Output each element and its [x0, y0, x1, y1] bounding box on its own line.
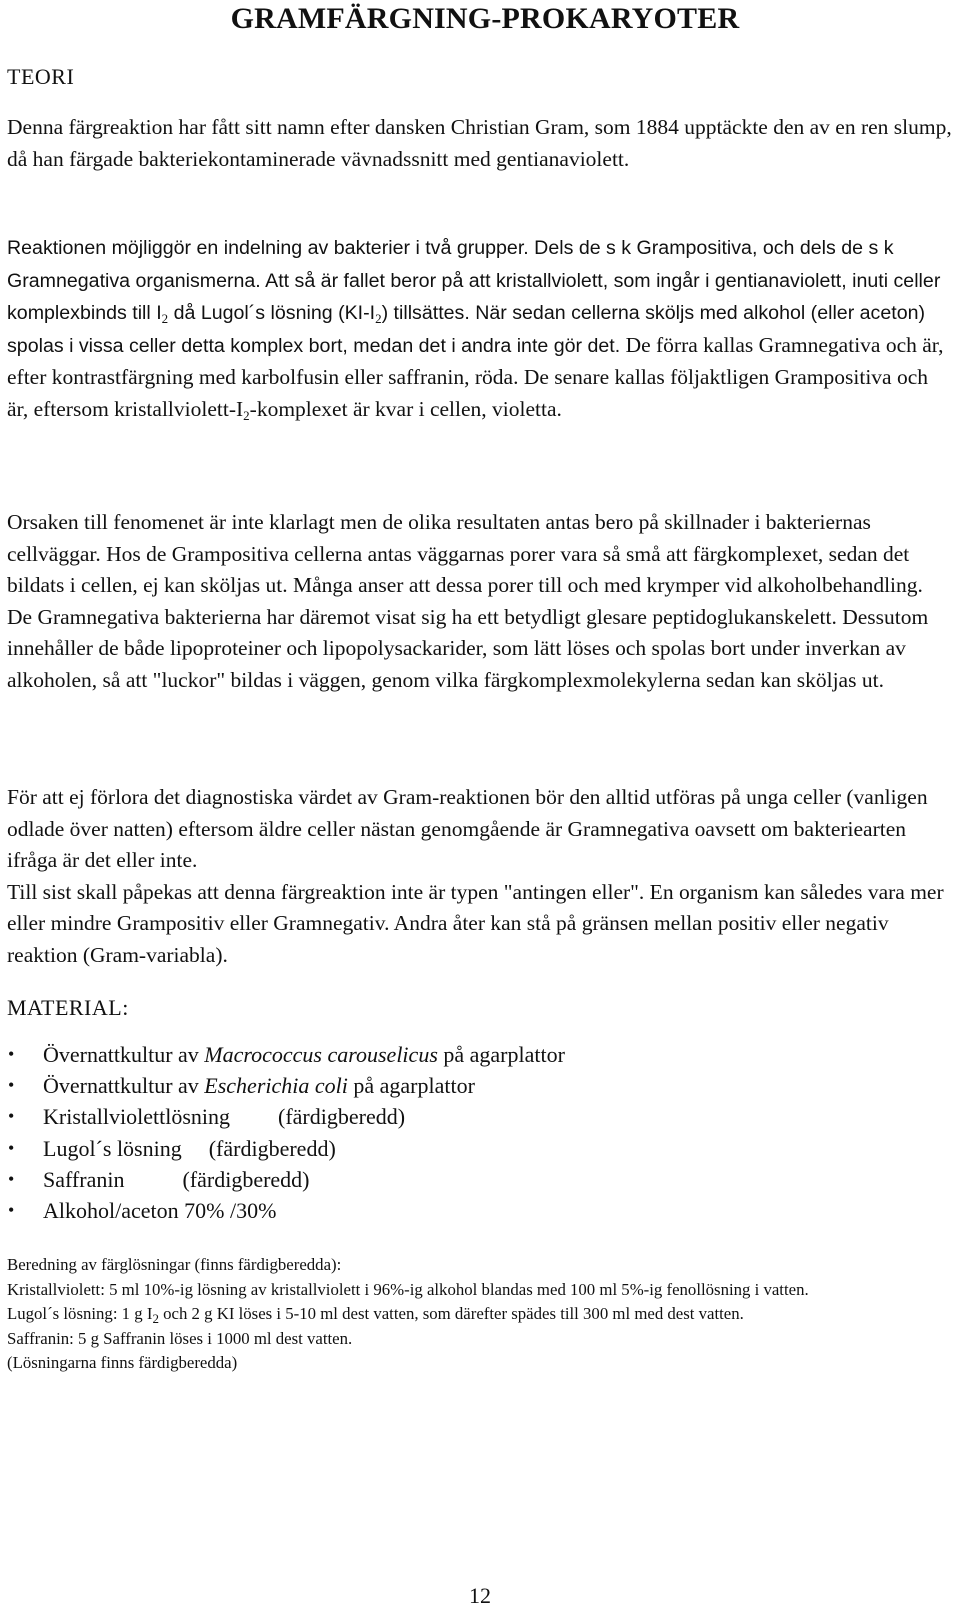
material-item-text: Kristallviolettlösning	[43, 1104, 230, 1130]
reaction-sentence-5: De förra kallas Gramnegativa och är, efter kontrastfärgning med karbolfusin eller saffranin, röda.	[7, 332, 944, 389]
reaction-sentence-3a: Att så är fallet beror på att kristallviolett, som ingår i gentianaviolett, inuti celler komplexbinds till I	[7, 269, 941, 324]
reaction-sentence-6a: De senare kallas följaktligen Grampositiva och är, eftersom kristallviolett-I	[7, 365, 929, 421]
bullet-icon: •	[8, 1075, 15, 1096]
reaction-sentence-3b: då Lugol´s lösning (KI-I	[168, 302, 376, 324]
material-heading: MATERIAL:	[7, 995, 129, 1020]
cause-paragraph	[7, 507, 952, 696]
material-item	[0, 1133, 565, 1164]
subscript: 2	[375, 311, 382, 326]
material-item	[0, 1195, 565, 1226]
organism-name: Macrococcus carouselicus	[204, 1042, 438, 1067]
material-item	[0, 1101, 565, 1132]
material-item	[0, 1164, 565, 1195]
subscript: 2	[152, 1311, 159, 1327]
subscript: 2	[243, 407, 250, 423]
bullet-icon: •	[8, 1200, 15, 1221]
bullet-icon: •	[8, 1137, 15, 1158]
reaction-sentence-1: Reaktionen möjliggör en indelning av bakterier i två grupper.	[7, 237, 529, 259]
section-heading-teori: TEORI	[7, 64, 75, 89]
preparation-section	[7, 1253, 952, 1376]
material-item-text: Saffranin	[43, 1166, 125, 1192]
material-item-text: på agarplattor	[347, 1073, 475, 1099]
page-number: 12	[469, 1583, 491, 1608]
material-item-text: Övernattkultur av	[43, 1073, 205, 1099]
preparation-heading: Beredning av färglösningar (finns färdigberedda):	[7, 1255, 342, 1274]
diagnostic-paragraph	[7, 782, 952, 971]
preparation-saffranin: Saffranin: 5 g Saffranin löses i 1000 ml dest vatten.	[7, 1328, 353, 1348]
preparation-note: (Lösningarna finns färdigberedda)	[7, 1353, 238, 1373]
material-item	[0, 1039, 565, 1070]
reaction-paragraph	[7, 232, 952, 425]
material-item-note: (färdigberedd)	[182, 1166, 310, 1192]
material-item-text: Alkohol/aceton 70% /30%	[43, 1198, 277, 1224]
material-item-note: (färdigberedd)	[208, 1135, 336, 1161]
intro-paragraph	[7, 112, 952, 175]
organism-name: Escherichia coli	[204, 1073, 348, 1099]
bullet-icon: •	[8, 1168, 15, 1189]
cause-text: Orsaken till fenomenet är inte klarlagt men de olika resultaten antas bero på skillnader i bakteriernas cellväggar. Hos de Grampositiva cellerna antas väggarnas porer vara så små att färgkomplexet, sedan det bildats i cellen, ej kan sköljas ut. Många anser att dessa porer till och med krymper vid alkoholbehandling. De Gramnegativa bakterierna har däremot visat sig ha ett betydligt glesare peptidoglukanskelett. Dessutom innehåller de både lipoproteiner och lipopolysackarider, som lätt löses och spolas bort under inverkan av alkoholen, så att "luckor" bildas i väggen, genom vilka färgkomplexmolekylerna sedan kan sköljas ut.	[7, 510, 929, 692]
intro-text: Denna färgreaktion har fått sitt namn efter dansken Christian Gram, som 1884 upptäckte den av en ren slump, då han färgade bakteriekontaminerade vävnadssnitt med gentianaviolett.	[7, 115, 952, 171]
material-list	[0, 1039, 565, 1226]
material-item	[0, 1070, 565, 1101]
diagnostic-text-1: För att ej förlora det diagnostiska värdet av Gram-reaktionen bör den alltid utföras på unga celler (vanligen odlade över natten) eftersom äldre celler nästan genomgående är Gramnegativa oavsett om bakteriearten ifråga är det eller inte.	[7, 785, 928, 872]
material-item-note: (färdigberedd)	[278, 1104, 406, 1130]
reaction-sentence-3c: ) tillsättes.	[381, 302, 470, 324]
preparation-lugol: Lugol´s lösning: 1 g $I_2$ och 2 g KI löses i 5-10 ml dest vatten, som därefter spädes till 300 ml med dest vatten.	[7, 1304, 744, 1327]
page-title: GRAMFÄRGNING-PROKARYOTER	[230, 2, 740, 35]
reaction-sentence-4: När sedan cellerna sköljs med alkohol (eller aceton) spolas i vissa celler detta komplex bort, medan det i andra inte gör det.	[7, 302, 926, 357]
preparation-kristallviolett: Kristallviolett: 5 ml 10%-ig lösning av kristallviolett i 96%-ig alkohol blandas med 100 ml 5%-ig fenollösning i vatten.	[7, 1279, 809, 1299]
reaction-sentence-2: Dels de s k Grampositiva, och dels de s k Gramnegativa organismerna.	[7, 237, 894, 292]
material-item-text: Lugol´s lösning	[43, 1135, 182, 1161]
reaction-sentence-6b: -komplexet är kvar i cellen, violetta.	[249, 396, 562, 421]
material-item-text: på agarplattor	[437, 1042, 565, 1067]
bullet-icon: •	[8, 1044, 15, 1064]
material-item-text: Övernattkultur av	[43, 1042, 205, 1067]
diagnostic-text-2: Till sist skall påpekas att denna färgreaktion inte är typen "antingen eller". En organism kan således vara mer eller mindre Grampositiv eller Gramnegativ. Andra åter kan stå på gränsen mellan positiv eller negativ reaktion (Gram-variabla).	[7, 879, 944, 967]
subscript: 2	[161, 311, 169, 326]
bullet-icon: •	[8, 1106, 15, 1127]
